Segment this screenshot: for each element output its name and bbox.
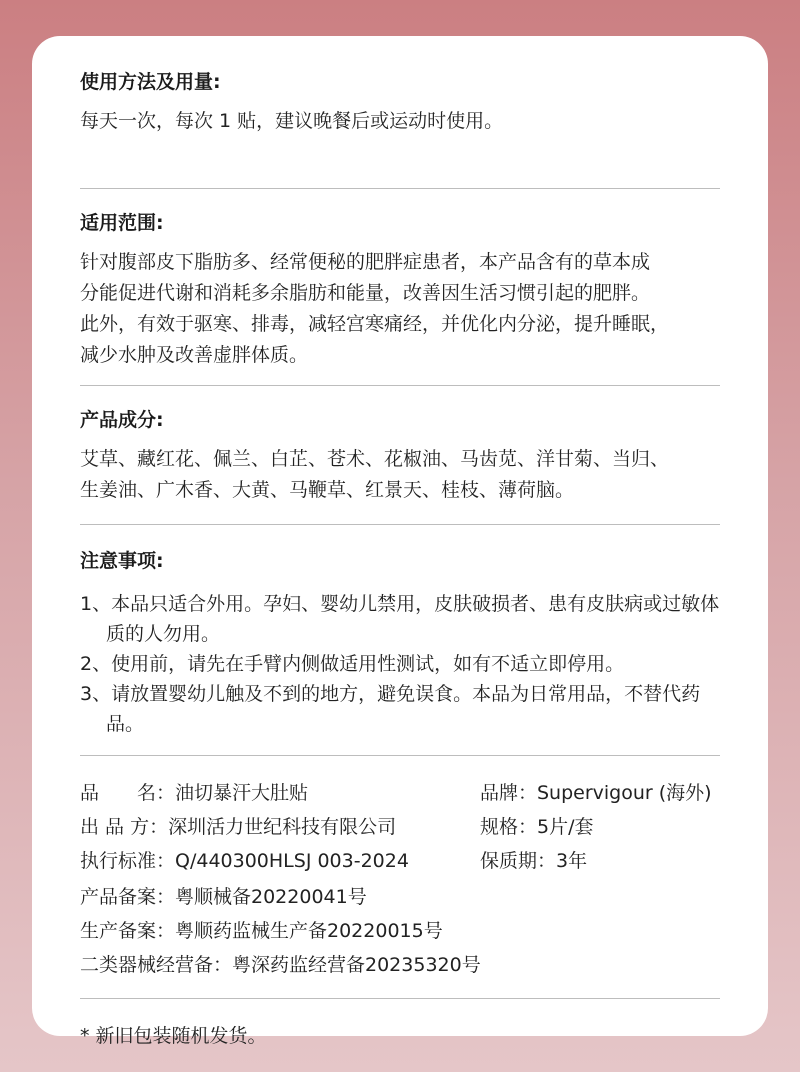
scope-line: 减少水肿及改善虚胖体质。 bbox=[80, 344, 309, 366]
product-license: 二类器械经营备：粤深药监经营备20235320号 bbox=[80, 954, 481, 976]
notice-item: 1、本品只适合外用。孕妇、婴幼儿禁用，皮肤破损者、患有皮肤病或过敏体质的人勿用。 bbox=[80, 593, 720, 645]
ingredients-title: 产品成分: bbox=[80, 409, 164, 431]
notice-item: 3、请放置婴幼儿触及不到的地方，避免误食。本品为日常用品，不替代药品。 bbox=[80, 683, 701, 735]
spec-row bbox=[80, 810, 720, 844]
product-info-card bbox=[32, 36, 768, 1047]
scope-line: 针对腹部皮下脂肪多、经常便秘的肥胖症患者，本产品含有的草本成 bbox=[80, 251, 651, 273]
product-specs-section bbox=[80, 756, 720, 998]
spec-row bbox=[80, 776, 720, 810]
usage-text: 每天一次，每次 1 贴，建议晚餐后或运动时使用。 bbox=[80, 110, 504, 132]
notice-title: 注意事项: bbox=[80, 550, 164, 572]
scope-line: 分能促进代谢和消耗多余脂肪和能量，改善因生活习惯引起的肥胖。 bbox=[80, 282, 651, 304]
product-record: 产品备案：粤顺械备20220041号 bbox=[80, 886, 367, 908]
product-shelf-life: 保质期：3年 bbox=[480, 850, 588, 872]
usage-title: 使用方法及用量: bbox=[80, 71, 221, 93]
ingredients-section bbox=[80, 386, 720, 524]
spec-row bbox=[80, 948, 720, 982]
notice-section bbox=[80, 525, 720, 755]
usage-section bbox=[80, 68, 720, 188]
product-spec: 规格：5片/套 bbox=[480, 816, 594, 838]
ingredients-line: 艾草、藏红花、佩兰、白芷、苍术、花椒油、马齿苋、洋甘菊、当归、 bbox=[80, 448, 670, 470]
product-maker: 出 品 方：深圳活力世纪科技有限公司 bbox=[80, 816, 397, 838]
product-brand: 品牌：Supervigour (海外) bbox=[480, 782, 712, 804]
spec-row bbox=[80, 914, 720, 948]
scope-section bbox=[80, 189, 720, 385]
ingredients-line: 生姜油、广木香、大黄、马鞭草、红景天、桂枝、薄荷脑。 bbox=[80, 479, 575, 501]
notice-item: 2、使用前，请先在手臂内侧做适用性测试，如有不适立即停用。 bbox=[80, 653, 625, 675]
scope-title: 适用范围: bbox=[80, 212, 164, 234]
packaging-note: * 新旧包装随机发货。 bbox=[80, 1025, 267, 1047]
product-standard: 执行标准：Q/440300HLSJ 003-2024 bbox=[80, 850, 409, 872]
product-name: 品 名：油切暴汗大肚贴 bbox=[80, 782, 309, 804]
product-production: 生产备案：粤顺药监械生产备20220015号 bbox=[80, 920, 443, 942]
spec-row bbox=[80, 844, 720, 878]
scope-line: 此外，有效于驱寒、排毒，减轻宫寒痛经，并优化内分泌，提升睡眠， bbox=[80, 313, 670, 335]
spec-row bbox=[80, 880, 720, 914]
